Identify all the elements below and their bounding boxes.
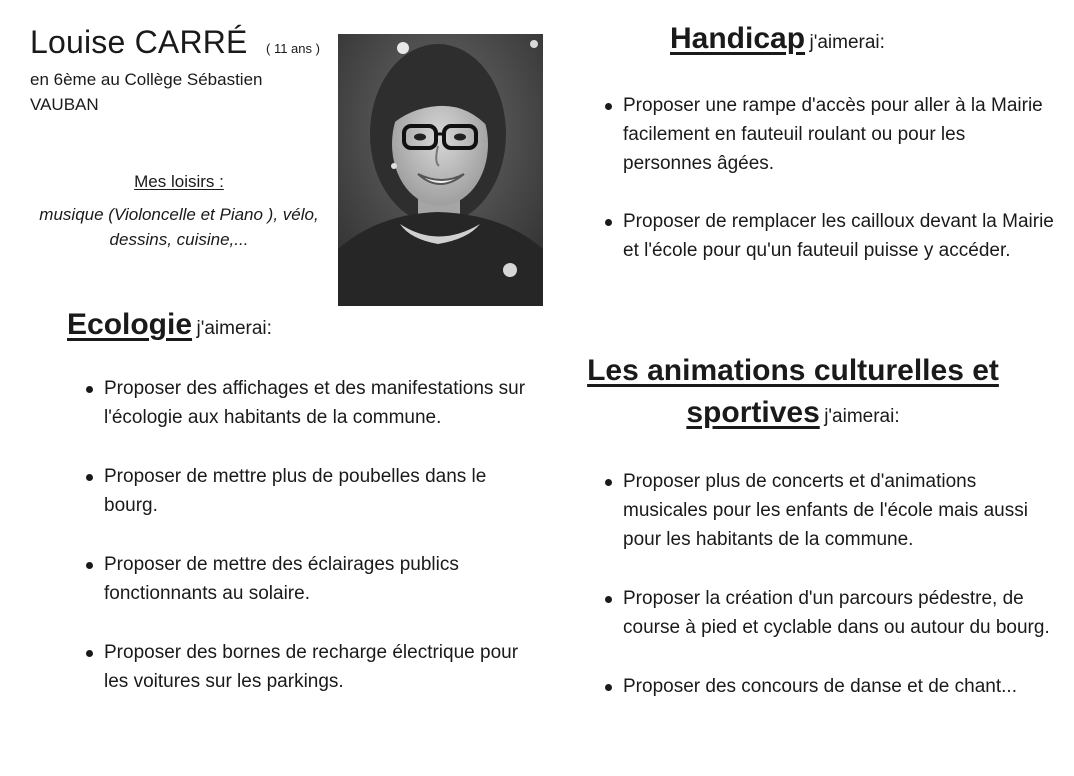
heading-ecologie-title: Ecologie	[67, 308, 193, 341]
heading-handicap-title: Handicap	[670, 22, 806, 55]
ecologie-list	[86, 374, 526, 726]
heading-handicap	[670, 22, 885, 56]
list-item: Proposer des bornes de recharge électrique pour les voitures sur les parkings.	[86, 638, 526, 696]
animations-list	[605, 467, 1055, 731]
list-item: Proposer plus de concerts et d'animations musicales pour les enfants de l'école mais aussi pour les habitants de la commune.	[605, 467, 1055, 554]
list-item: Proposer des affichages et des manifestations sur l'écologie aux habitants de la commune.	[86, 374, 526, 432]
list-item: Proposer de remplacer les cailloux devant la Mairie et l'école pour qu'un fauteuil puisse y accéder.	[605, 207, 1055, 265]
portrait-illustration	[338, 34, 543, 306]
list-item: Proposer la création d'un parcours pédestre, de course à pied et cyclable dans ou autour du bourg.	[605, 584, 1055, 642]
list-item: Proposer une rampe d'accès pour aller à la Mairie facilement en fauteuil roulant ou pour les personnes âgées.	[605, 91, 1055, 178]
leisure-text: musique (Violoncelle et Piano ), vélo, dessins, cuisine,...	[39, 205, 319, 249]
list-item: Proposer des concours de danse et de chant...	[605, 672, 1055, 701]
heading-animations-line2	[560, 396, 1026, 430]
heading-animations-suffix: j'aimerai:	[824, 406, 900, 427]
candidate-school: en 6ème au Collège Sébastien VAUBAN	[30, 70, 263, 114]
heading-animations-title-line1: Les animations culturelles et	[587, 354, 999, 387]
candidate-name: Louise CARRÉ	[30, 24, 248, 60]
handicap-list	[605, 91, 1055, 294]
heading-ecologie	[67, 308, 272, 342]
heading-animations-line1	[560, 354, 1026, 388]
list-item: Proposer de mettre plus de poubelles dans le bourg.	[86, 462, 526, 520]
candidate-age: ( 11 ans )	[266, 41, 320, 56]
heading-animations-title-line2: sportives	[686, 396, 820, 429]
heading-handicap-suffix: j'aimerai:	[809, 32, 885, 53]
leisure-title: Mes loisirs :	[134, 172, 224, 191]
list-item: Proposer de mettre des éclairages publics fonctionnants au solaire.	[86, 550, 526, 608]
heading-ecologie-suffix: j'aimerai:	[196, 318, 272, 339]
portrait-photo	[338, 34, 543, 306]
